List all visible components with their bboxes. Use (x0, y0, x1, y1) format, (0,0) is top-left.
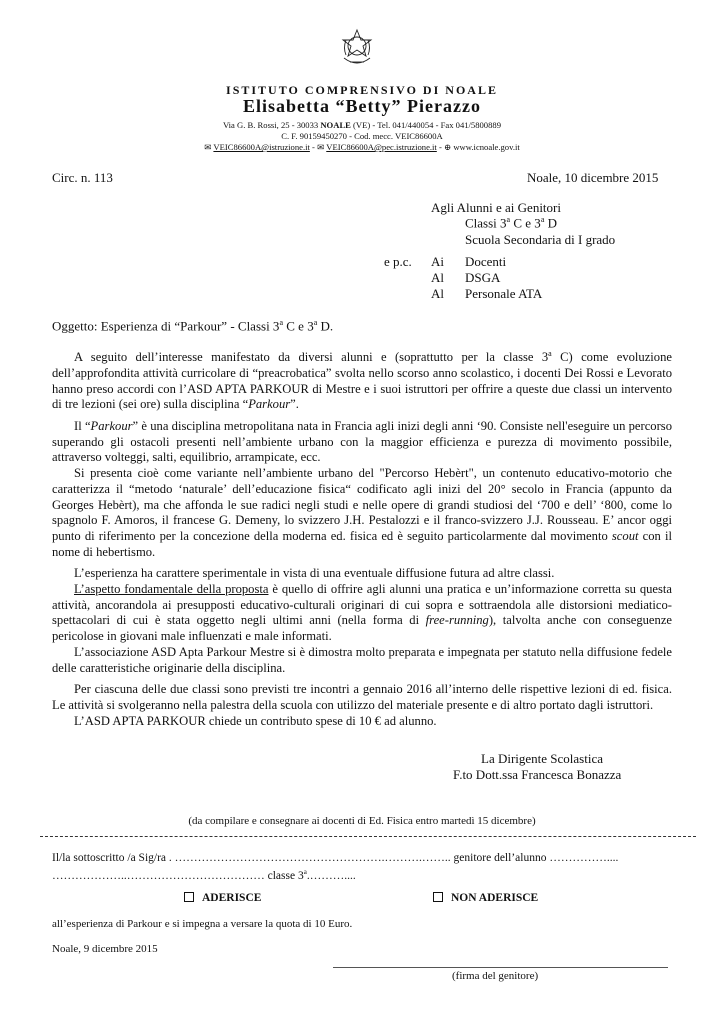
cc-prep: Al (431, 270, 444, 285)
signature-line[interactable] (333, 967, 668, 968)
cc-recipient: DSGA (465, 270, 501, 285)
address-line: Via G. B. Rossi, 25 - 30033 NOALE (VE) - Tel. 041/440054 - Fax 041/5800889 (222, 120, 501, 130)
globe-icon: ⊕ (443, 142, 452, 152)
contacts-line: ✉ VEIC86600A@istruzione.it - ✉ VEIC86600A@pec.istruzione.it - ⊕ www.icnoale.gov.it (204, 142, 520, 152)
paragraph: L’ASD APTA PARKOUR chiede un contributo spese di 10 € ad alunno. (74, 713, 437, 728)
pec-email-link[interactable]: VEIC86600A@pec.istruzione.it (326, 142, 437, 152)
checkbox-icon[interactable] (433, 892, 443, 902)
email-link[interactable]: VEIC86600A@istruzione.it (213, 142, 310, 152)
paragraph: L’associazione ASD Apta Parkour Mestre si è dimostra molto preparata e impegnata per statuto nella diffusione fedele delle caratteristiche originarie della disciplina. (52, 644, 672, 675)
form-date: Noale, 9 dicembre 2015 (52, 943, 158, 955)
cc-recipient: Docenti (465, 254, 507, 269)
school-title: Elisabetta “Betty” Pierazzo (243, 96, 481, 116)
cc-recipient: Personale ATA (465, 286, 543, 301)
form-note: (da compilare e consegnare ai docenti di Ed. Fisica entro martedì 15 dicembre) (188, 815, 536, 827)
checkbox-icon[interactable] (184, 892, 194, 902)
website-link[interactable]: www.icnoale.gov.it (453, 142, 520, 152)
parent-signature-label: (firma del genitore) (452, 970, 539, 982)
not-adhere-option[interactable]: NON ADERISCE (433, 892, 538, 904)
circular-number: Circ. n. 113 (52, 170, 113, 185)
recipient-line-1: Agli Alunni e ai Genitori (431, 200, 561, 215)
cc-prep: Ai (431, 254, 444, 269)
cc-prep: Al (431, 286, 444, 301)
signature-name: F.to Dott.ssa Francesca Bonazza (453, 767, 622, 782)
paragraph: Per ciascuna delle due classi sono previsti tre incontri a gennaio 2016 all’interno delle rispettive lezioni di ed. fisica. Le attività si svolgeranno nella palestra della scuola con utilizzo del materiale presente e di altro portato dagli istruttori. (52, 682, 672, 712)
adhere-option[interactable]: ADERISCE (184, 892, 261, 904)
recipient-line-2: Classi 3$^a$ C e 3$^a$ D (465, 215, 558, 231)
paragraph: A seguito dell’interesse manifestato da diversi alunni e (soprattutto per la classe 3$^a$ C) come evoluzione dell’approfondita attività curricolare di “preacrobatica” svolta nello scorso anno scolastico, i docenti Dei Rossi e Levorato hanno preso accordi con l’ASD APTA PARKOUR di Mestre e i suoi istruttori per offrire a queste due classi un intervento di tre lezioni (sei ore) sulla disciplina “Parkour”. (52, 349, 672, 412)
paragraph: L’esperienza ha carattere sperimentale in vista di una eventuale diffusione futura ad altre classi. (74, 566, 555, 581)
paragraph: Il “Parkour” è una disciplina metropolitana nata in Francia agli inizi degli anni ‘90. Consiste nell'eseguire un percorso superando gli ostacoli presenti nell’ambiente urbano con la maggior efficienza e purezza di movimento possibile, attraverso volteggi, salti, equilibrio, arrampicate, ecc. (52, 419, 672, 465)
republic-emblem-icon (340, 28, 374, 70)
commitment-text: all’esperienza di Parkour e si impegna a versare la quota di 10 Euro. (52, 918, 353, 930)
epc-label: e p.c. (384, 254, 412, 269)
envelope-icon: ✉ (317, 142, 325, 152)
recipient-line-3: Scuola Secondaria di I grado (465, 232, 616, 247)
subject-line: Oggetto: Esperienza di “Parkour” - Classi 3$^a$ C e 3$^a$ D. (52, 318, 334, 334)
paragraph: Si presenta cioè come variante nell’ambiente urbano del "Percorso Hebèrt", un contenuto educativo-motorio che caratterizza il “metodo ‘naturale’ dell’educazione fisica“ codificato agli inizi del 20° secolo in Francia (appunto da Georges Hebèrt), ma che affonda le sue radici negli studi e nelle opere di grandi studiosi del ‘700 e dell’ ‘800, come lo spagnolo F. Amoros, il francese G. Demeny, lo svizzero J.H. Pestalozzi e il franco-svizzero J.J. Rousseau. E’ ancor oggi punto di riferimento per la concezione della moderna ed. fisica ed è seguito particolarmente dal movimento scout con il nome di hebertismo. (52, 466, 672, 559)
cut-line (40, 836, 696, 837)
institute-name: ISTITUTO COMPRENSIVO DI NOALE (226, 83, 498, 97)
place-date: Noale, 10 dicembre 2015 (527, 170, 659, 185)
signature-role: La Dirigente Scolastica (481, 751, 604, 766)
paragraph: L’aspetto fondamentale della proposta è quello di offrire agli alunni una pratica e un’informazione corretta su questa attività, ancorandola ai presupposti educativo-culturali originari di cui sopra e sottraendola alle distorsioni mediatico-spettacolari di cui è stata oggetto negli ultimi anni (nella forma di free-running), talvolta anche con conseguenze pericolose in giovani male influenzati e male informati. (52, 582, 672, 644)
form-line-name[interactable]: Il/la sottoscritto /a Sig/ra . ……………………………………………….……….…….. genitore dell’alunno …………….... (52, 852, 619, 864)
form-line-class[interactable]: ………………..……………………………… classe 3$^a$.……….... (52, 868, 356, 882)
envelope-icon: ✉ (204, 142, 212, 152)
fiscal-code-line: C. F. 90159450270 - Cod. mecc. VEIC86600A (281, 131, 443, 141)
letter-body (52, 346, 672, 729)
